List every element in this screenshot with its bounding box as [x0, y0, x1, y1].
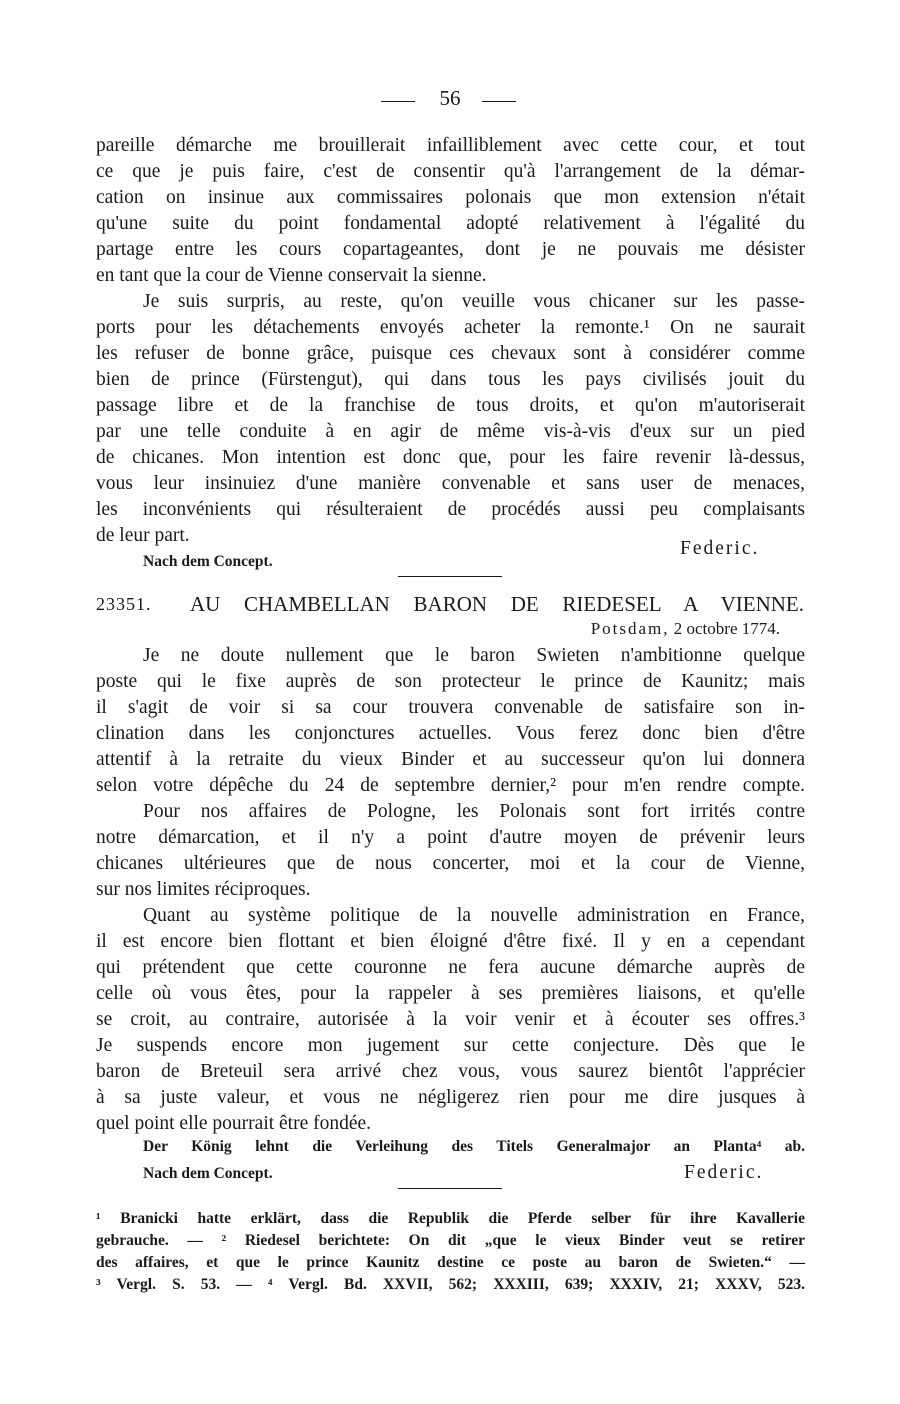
signature: Federic.	[680, 538, 760, 559]
text-line: selon votre dépêche du 24 de septembre dernier,² pour m'en rendre compte.	[96, 775, 805, 796]
text-line: Je suis surpris, au reste, qu'on veuille vous chicaner sur les passe-	[143, 291, 805, 312]
footnote-line: ³ Vergl. S. 53. — ⁴ Vergl. Bd. XXVII, 562; XXXIII, 639; XXXIV, 21; XXXV, 523.	[96, 1276, 805, 1293]
text-line: de chicanes. Mon intention est donc que, pour les faire revenir là-dessus,	[96, 447, 805, 468]
footnote-line: ¹ Branicki hatte erklärt, dass die Republik die Pferde selber für ihre Kavallerie	[96, 1210, 805, 1227]
section-divider	[398, 576, 502, 577]
text-line: Je suspends encore mon jugement sur cette conjecture. Dès que le	[96, 1035, 805, 1056]
footnote-line: des affaires, et que le prince Kaunitz destine ce poste au baron de Swieten.“ —	[96, 1254, 805, 1271]
signature: Federic.	[684, 1162, 764, 1183]
header-dash-right	[482, 101, 516, 102]
text-line: en tant que la cour de Vienne conservait la sienne.	[96, 265, 487, 286]
letter-heading: AU CHAMBELLAN BARON DE RIEDESEL A VIENNE.	[190, 592, 804, 616]
dateline	[540, 619, 780, 639]
text-line: par une telle conduite à en agir de même vis-à-vis d'eux sur un pied	[96, 421, 805, 442]
text-line: baron de Breteuil sera arrivé chez vous, vous saurez bientôt l'apprécier	[96, 1061, 805, 1082]
page-number: 56	[439, 86, 461, 110]
text-line: partage entre les cours copartageantes, dont je ne pouvais me désister	[96, 239, 805, 260]
text-line: vous leur insinuiez d'une manière convenable et sans user de menaces,	[96, 473, 805, 494]
text-line: chicanes ultérieures que de nous concerter, moi et la cour de Vienne,	[96, 853, 805, 874]
text-line: les refuser de bonne grâce, puisque ces chevaux sont à considérer comme	[96, 343, 805, 364]
text-line: il est encore bien flottant et bien éloigné d'être fixé. Il y en a cependant	[96, 931, 805, 952]
text-line: pareille démarche me brouillerait infailliblement avec cette cour, et tout	[96, 135, 805, 156]
text-line: les inconvénients qui résulteraient de procédés aussi peu complaisants	[96, 499, 805, 520]
text-line: attentif à la retraite du vieux Binder et au successeur qu'on lui donnera	[96, 749, 805, 770]
text-line: poste qui le fixe auprès de son protecteur le prince de Kaunitz; mais	[96, 671, 805, 692]
text-line: qu'une suite du point fondamental adopté relativement à l'égalité du	[96, 213, 805, 234]
text-line: il s'agit de voir si sa cour trouvera convenable de satisfaire son in-	[96, 697, 805, 718]
text-line: se croit, au contraire, autorisée à la voir venir et à écouter ses offres.³	[96, 1009, 805, 1030]
footnote-divider	[398, 1188, 502, 1189]
text-line: quel point elle pourrait être fondée.	[96, 1113, 372, 1134]
text-line: Pour nos affaires de Pologne, les Polonais sont fort irrités contre	[143, 801, 805, 822]
editorial-note: Der König lehnt die Verleihung des Titels Generalmajor an Planta⁴ ab.	[143, 1138, 805, 1155]
dateline-place: Potsdam,	[590, 619, 670, 638]
dateline-date: 2 octobre 1774.	[673, 619, 780, 638]
text-line: celle où vous êtes, pour la rappeler à ses premières liaisons, et qu'elle	[96, 983, 805, 1004]
letter-number: 23351.	[96, 594, 152, 614]
text-line: Je ne doute nullement que le baron Swieten n'ambitionne quelque	[143, 645, 805, 666]
text-line: de leur part.	[96, 525, 190, 546]
text-line: sur nos limites réciproques.	[96, 879, 311, 900]
text-line: ports pour les détachements envoyés acheter la remonte.¹ On ne saurait	[96, 317, 805, 338]
text-line: à sa juste valeur, et vous ne négligerez rien pour me dire jusques à	[96, 1087, 805, 1108]
footnote-line: gebrauche. — ² Riedesel berichtete: On dit „que le vieux Binder veut se retirer	[96, 1232, 805, 1249]
text-line: passage libre et de la franchise de tous droits, et qu'on m'autoriserait	[96, 395, 805, 416]
source-note: Nach dem Concept.	[143, 553, 273, 570]
text-line: clination dans les conjonctures actuelles. Vous ferez donc bien d'être	[96, 723, 805, 744]
text-line: Quant au système politique de la nouvelle administration en France,	[143, 905, 805, 926]
source-note: Nach dem Concept.	[143, 1165, 273, 1182]
header-dash-left	[381, 101, 415, 102]
text-line: notre démarcation, et il n'y a point d'autre moyen de prévenir leurs	[96, 827, 805, 848]
text-line: bien de prince (Fürstengut), qui dans tous les pays civilisés jouit du	[96, 369, 805, 390]
text-line: cation on insinue aux commissaires polonais que mon extension n'était	[96, 187, 805, 208]
text-line: ce que je puis faire, c'est de consentir qu'à l'arrangement de la démar-	[96, 161, 805, 182]
text-line: qui prétendent que cette couronne ne fera aucune démarche auprès de	[96, 957, 805, 978]
